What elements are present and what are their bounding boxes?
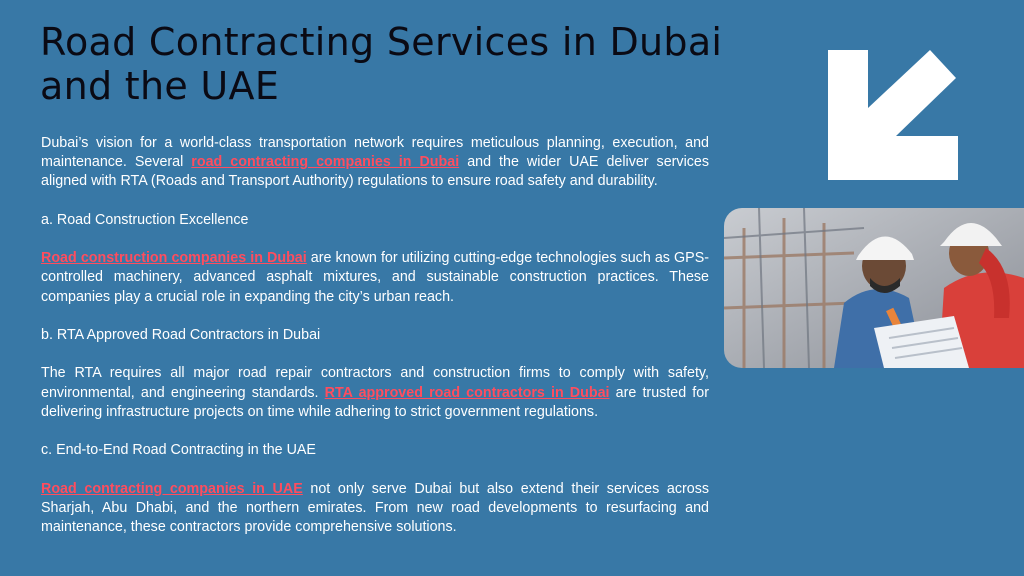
section-b-heading: b. RTA Approved Road Contractors in Dubai — [41, 326, 321, 343]
section-b-text-after: are trusted for delivering infrastructure projects on time while adhering to strict government regulations. — [41, 384, 709, 420]
section-c-text: not only serve Dubai but also extend their services across Sharjah, Abu Dhabi, and the northern emirates. From new road developments to resurfacing and maintenance, these contractors provide comprehensive solutions. — [41, 480, 709, 535]
road-construction-companies-link[interactable]: Road construction companies in Dubai — [41, 250, 307, 267]
workers-illustration — [724, 208, 1024, 368]
rta-approved-contractors-link[interactable]: RTA approved road contractors in Dubai — [324, 384, 610, 401]
arrow-down-left-icon — [826, 48, 960, 182]
intro-text-after: and the wider UAE deliver services aligned with RTA (Roads and Transport Authority) regulations to ensure road safety and durability. — [41, 154, 709, 190]
intro-paragraph — [41, 134, 709, 192]
article-body — [41, 134, 709, 556]
section-a-heading: a. Road Construction Excellence — [41, 211, 249, 228]
intro-text-before: Dubai’s vision for a world-class transportation network requires meticulous planning, execution, and maintenance. Several — [41, 135, 709, 171]
section-a-paragraph — [41, 249, 709, 307]
section-b-paragraph — [41, 364, 709, 422]
road-contracting-uae-link[interactable]: Road contracting companies in UAE — [41, 480, 303, 497]
section-c-heading: c. End-to-End Road Contracting in the UAE — [41, 442, 316, 459]
section-a-text: are known for utilizing cutting-edge technologies such as GPS-controlled machinery, advanced asphalt mixtures, and sustainable construction practices. These companies play a crucial role in expanding the city’s urban reach. — [41, 250, 709, 305]
road-contracting-companies-link[interactable]: road contracting companies in Dubai — [191, 154, 460, 171]
section-b-text-before: The RTA requires all major road repair contractors and construction firms to comply with safety, environmental, and engineering standards. — [41, 365, 709, 401]
section-c-paragraph — [41, 480, 709, 538]
page-title: Road Contracting Services in Dubai and the UAE — [40, 20, 723, 108]
road-workers-photo — [724, 208, 1024, 368]
